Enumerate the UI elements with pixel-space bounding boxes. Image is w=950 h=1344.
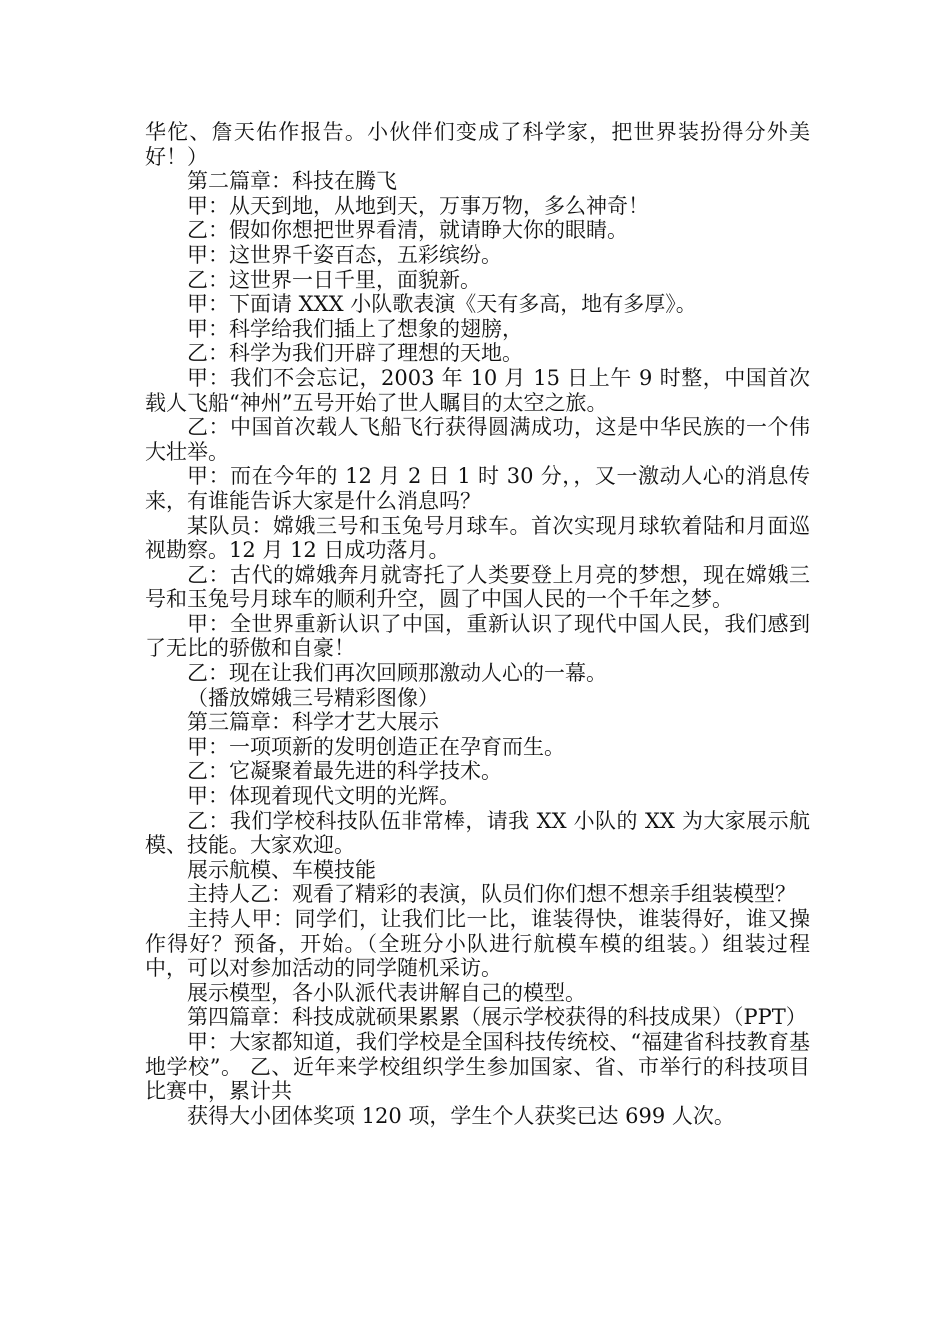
dialogue-line: 甲：下面请 XXX 小队歌表演《天有多高，地有多厚》。 xyxy=(187,292,697,317)
dialogue-line: 乙：中国首次载人飞船飞行获得圆满成功，这是中华民族的一个伟大壮举。 xyxy=(145,415,810,464)
chapter-heading-4: 第四篇章：科技成就硕果累累（展示学校获得的科技成果）（PPT） xyxy=(187,1005,807,1030)
dialogue-line: 乙：科学为我们开辟了理想的天地。 xyxy=(187,341,523,366)
paragraph-continuation: 华佗、詹天佑作报告。小伙伴们变成了科学家，把世界装扮得分外美好！） xyxy=(145,120,810,169)
dialogue-line: 乙：古代的嫦娥奔月就寄托了人类要登上月亮的梦想，现在嫦娥三号和玉兔号月球车的顺利升空，圆了中国人民的一个千年之梦。 xyxy=(145,562,810,612)
dialogue-line: 甲：体现着现代文明的光辉。 xyxy=(187,784,460,809)
dialogue-line: 甲：我们不会忘记，2003 年 10 月 15 日上午 9 时整，中国首次载人飞船“神州”五号开始了世人瞩目的太空之旅。 xyxy=(145,365,810,415)
dialogue-line: 甲：科学给我们插上了想象的翅膀， xyxy=(187,316,523,341)
stage-direction: 展示模型，各小队派代表讲解自己的模型。 xyxy=(187,980,586,1005)
chapter-heading-3: 第三篇章：科学才艺大展示 xyxy=(187,710,439,735)
dialogue-line: 甲：全世界重新认识了中国，重新认识了现代中国人民，我们感到了无比的骄傲和自豪！ xyxy=(145,611,810,661)
dialogue-line: 乙：这世界一日千里，面貌新。 xyxy=(187,267,481,292)
dialogue-line: 甲：一项项新的发明创造正在孕育而生。 xyxy=(187,734,565,759)
stage-direction: 展示航模、车模技能 xyxy=(187,857,376,882)
dialogue-line: 主持人乙：观看了精彩的表演，队员们你们想不想亲手组装模型？ xyxy=(187,882,796,907)
dialogue-line: 乙：它凝聚着最先进的科学技术。 xyxy=(187,759,502,784)
dialogue-line: 乙：我们学校科技队伍非常棒，请我 XX 小队的 XX 为大家展示航模、技能。大家欢迎。 xyxy=(145,808,810,858)
dialogue-line: 乙：现在让我们再次回顾那激动人心的一幕。 xyxy=(187,661,607,686)
dialogue-line: 主持人甲：同学们，让我们比一比，谁装得快，谁装得好，谁又操作得好？预备，开始。（全班分小队进行航模车模的组装。）组装过程中，可以对参加活动的同学随机采访。 xyxy=(145,907,810,981)
dialogue-line: 甲：这世界千姿百态，五彩缤纷。 xyxy=(187,242,502,267)
stage-direction: （播放嫦娥三号精彩图像） xyxy=(187,685,439,710)
dialogue-line: 乙：假如你想把世界看清，就请睁大你的眼睛。 xyxy=(187,218,628,243)
dialogue-line: 甲：大家都知道，我们学校是全国科技传统校、“福建省科技教育基地学校”。 乙、近年来学校组织学生参加国家、省、市举行的科技项目比赛中，累计共 xyxy=(145,1029,810,1104)
dialogue-line: 甲：而在今年的 12 月 2 日 1 时 30 分，，又一激动人心的消息传来，有谁能告诉大家是什么消息吗？ xyxy=(145,464,810,513)
document-body xyxy=(145,120,810,1128)
dialogue-line: 某队员：嫦娥三号和玉兔号月球车。首次实现月球软着陆和月面巡视勘察。12 月 12 日成功落月。 xyxy=(145,513,810,563)
dialogue-line: 甲：从天到地，从地到天，万事万物，多么神奇！ xyxy=(187,193,649,218)
dialogue-line: 获得大小团体奖项 120 项，学生个人获奖已达 699 人次。 xyxy=(187,1103,735,1128)
chapter-heading-2: 第二篇章：科技在腾飞 xyxy=(187,169,397,194)
